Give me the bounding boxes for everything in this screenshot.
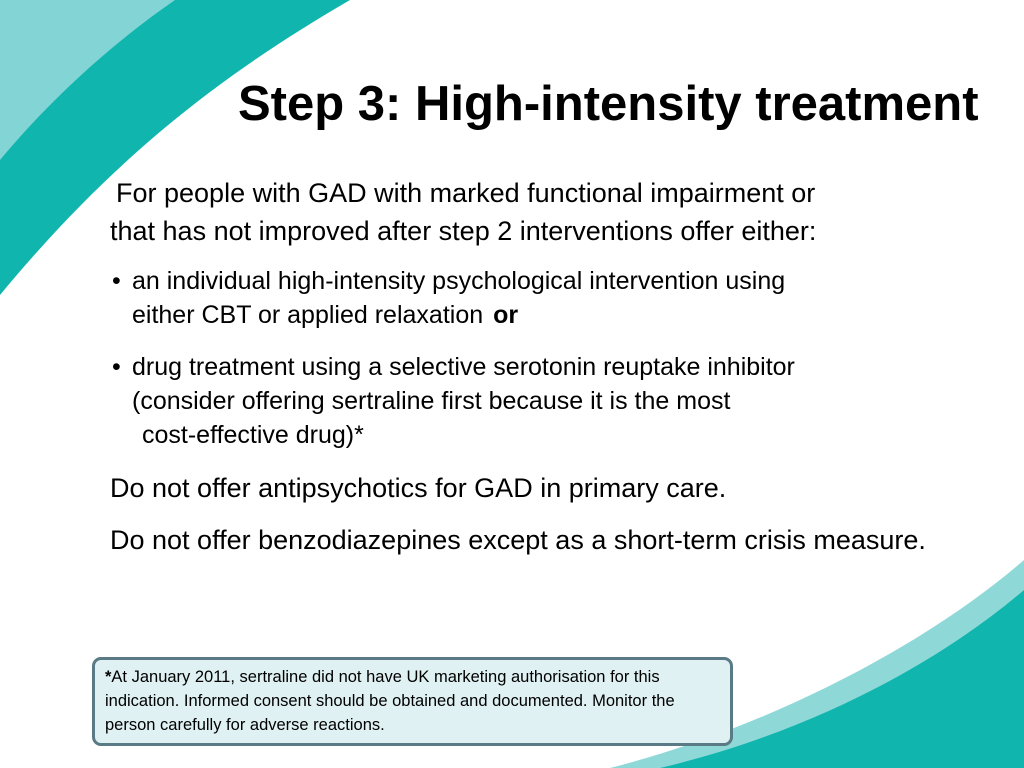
bullet-item-psychological <box>110 264 970 332</box>
benzodiazepines-statement: Do not offer benzodiazepines except as a short-term crisis measure. <box>110 525 926 555</box>
bullet-marker: • <box>112 353 121 381</box>
bullet-2-line-1: drug treatment using a selective serotonin reuptake inhibitor <box>132 353 795 381</box>
intro-line-1: For people with GAD with marked functional impairment or <box>116 178 816 208</box>
bullet-1-connector: or <box>493 301 519 329</box>
intro-line-2: that has not improved after step 2 interventions offer either: <box>110 216 817 246</box>
bullet-1-line-1: an individual high-intensity psychological intervention using <box>132 267 786 295</box>
intro-paragraph <box>110 174 970 250</box>
slide-body <box>110 174 970 574</box>
slide-title: Step 3: High-intensity treatment <box>238 77 979 131</box>
bullet-marker: • <box>112 267 121 295</box>
bullet-2-line-3: cost-effective drug)* <box>142 421 364 449</box>
bullet-2-line-2: (consider offering sertraline first because it is the most <box>132 387 731 415</box>
bullet-item-drug <box>110 350 970 452</box>
footnote-box <box>92 657 733 746</box>
footnote-marker: * <box>105 668 112 686</box>
antipsychotics-statement: Do not offer antipsychotics for GAD in primary care. <box>110 473 727 503</box>
bullet-1-line-2: either CBT or applied relaxation <box>132 301 484 329</box>
footnote-text: At January 2011, sertraline did not have UK marketing authorisation for this indication. Informed consent should be obtained and documented. Monitor the person carefully for adverse reactions. <box>105 668 675 734</box>
